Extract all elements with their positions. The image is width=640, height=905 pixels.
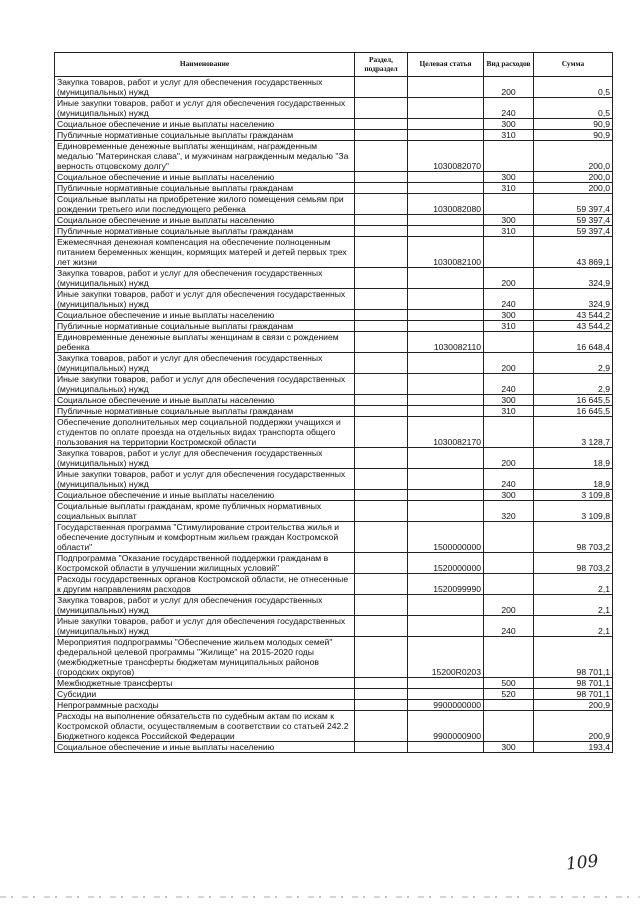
table-row	[55, 490, 613, 501]
document-page	[54, 52, 612, 753]
cell-sum: 43 544,2	[534, 310, 613, 321]
cell-section	[355, 321, 408, 332]
cell-expense-type: 200	[484, 353, 534, 374]
cell-sum: 98 701,1	[534, 637, 613, 678]
cell-section	[355, 689, 408, 700]
cell-sum: 98 703,2	[534, 553, 613, 574]
cell-target-code	[408, 119, 484, 130]
cell-section	[355, 310, 408, 321]
cell-target-code: 1520099990	[408, 574, 484, 595]
table-row	[55, 501, 613, 522]
cell-target-code	[408, 742, 484, 753]
cell-expense-type: 310	[484, 226, 534, 237]
cell-expense-type: 300	[484, 490, 534, 501]
cell-section	[355, 711, 408, 742]
cell-name: Социальные выплаты на приобретение жилого помещения семьям при рождении третьего или последующего ребенка	[55, 194, 355, 215]
cell-name: Мероприятия подпрограммы "Обеспечение жильем молодых семей" федеральной целевой программы "Жилище" на 2015-2020 годы (межбюджетные трансферты бюджетам муниципальных районов (городских округов)	[55, 637, 355, 678]
cell-target-code	[408, 406, 484, 417]
table-row	[55, 406, 613, 417]
cell-sum: 59 397,4	[534, 215, 613, 226]
table-row	[55, 678, 613, 689]
cell-section	[355, 268, 408, 289]
cell-sum: 18,9	[534, 469, 613, 490]
cell-target-code	[408, 321, 484, 332]
table-row	[55, 226, 613, 237]
cell-expense-type: 310	[484, 406, 534, 417]
cell-sum: 2,1	[534, 574, 613, 595]
cell-name: Иные закупки товаров, работ и услуг для обеспечения государственных (муниципальных) нужд	[55, 469, 355, 490]
cell-sum: 98 701,1	[534, 689, 613, 700]
cell-expense-type: 300	[484, 119, 534, 130]
cell-sum: 43 869,1	[534, 237, 613, 268]
table-row	[55, 395, 613, 406]
scan-artifact-line	[0, 896, 640, 898]
cell-sum: 324,9	[534, 268, 613, 289]
table-row	[55, 469, 613, 490]
cell-section	[355, 501, 408, 522]
cell-sum: 16 648,4	[534, 332, 613, 353]
table-row	[55, 595, 613, 616]
cell-expense-type: 200	[484, 448, 534, 469]
cell-sum: 98 703,2	[534, 522, 613, 553]
cell-section	[355, 490, 408, 501]
cell-expense-type: 240	[484, 616, 534, 637]
table-row	[55, 742, 613, 753]
cell-sum: 200,9	[534, 700, 613, 711]
cell-name: Социальное обеспечение и иные выплаты населению	[55, 119, 355, 130]
cell-expense-type: 310	[484, 183, 534, 194]
cell-expense-type: 240	[484, 374, 534, 395]
cell-section	[355, 374, 408, 395]
table-row	[55, 689, 613, 700]
header-exp-type: Вид расходов	[484, 53, 534, 77]
cell-name: Государственная программа "Стимулирование строительства жилья и обеспечение доступным и комфортным жильем граждан Костромской области"	[55, 522, 355, 553]
cell-sum: 0,5	[534, 77, 613, 98]
cell-sum: 324,9	[534, 289, 613, 310]
table-row	[55, 77, 613, 98]
cell-name: Социальное обеспечение и иные выплаты населению	[55, 310, 355, 321]
cell-section	[355, 700, 408, 711]
cell-sum: 90,9	[534, 130, 613, 141]
table-row	[55, 574, 613, 595]
cell-sum: 98 701,1	[534, 678, 613, 689]
cell-target-code	[408, 469, 484, 490]
cell-sum: 59 397,4	[534, 226, 613, 237]
cell-sum: 3 109,8	[534, 490, 613, 501]
cell-target-code	[408, 215, 484, 226]
table-row	[55, 374, 613, 395]
cell-name: Ежемесячная денежная компенсация на обеспечение полноценным питанием беременных женщин, кормящих матерей и детей первых трех лет жизни	[55, 237, 355, 268]
cell-name: Закупка товаров, работ и услуг для обеспечения государственных (муниципальных) нужд	[55, 77, 355, 98]
cell-name: Публичные нормативные социальные выплаты гражданам	[55, 226, 355, 237]
cell-target-code	[408, 98, 484, 119]
cell-name: Публичные нормативные социальные выплаты гражданам	[55, 183, 355, 194]
cell-expense-type: 520	[484, 689, 534, 700]
cell-expense-type	[484, 332, 534, 353]
table-row	[55, 310, 613, 321]
cell-sum: 59 397,4	[534, 194, 613, 215]
cell-target-code: 1030082070	[408, 141, 484, 172]
cell-section	[355, 332, 408, 353]
table-row	[55, 637, 613, 678]
table-header-row	[55, 53, 613, 77]
cell-section	[355, 616, 408, 637]
budget-table	[54, 52, 613, 753]
cell-section	[355, 637, 408, 678]
cell-expense-type: 300	[484, 172, 534, 183]
table-row	[55, 183, 613, 194]
cell-name: Подпрограмма "Оказание государственной поддержки гражданам в Костромской области в улучшении жилищных условий"	[55, 553, 355, 574]
cell-expense-type: 500	[484, 678, 534, 689]
cell-expense-type: 240	[484, 98, 534, 119]
header-target: Целевая статья	[408, 53, 484, 77]
table-row	[55, 353, 613, 374]
page-number: 109	[565, 851, 600, 875]
cell-name: Субсидии	[55, 689, 355, 700]
cell-expense-type: 200	[484, 595, 534, 616]
header-sum: Сумма	[534, 53, 613, 77]
cell-name: Единовременные денежные выплаты женщинам в связи с рождением ребенка	[55, 332, 355, 353]
cell-section	[355, 406, 408, 417]
cell-sum: 193,4	[534, 742, 613, 753]
cell-sum: 200,9	[534, 711, 613, 742]
cell-sum: 90,9	[534, 119, 613, 130]
cell-target-code	[408, 226, 484, 237]
cell-sum: 16 645,5	[534, 395, 613, 406]
cell-sum: 3 128,7	[534, 417, 613, 448]
cell-name: Расходы государственных органов Костромской области, не отнесенные к другим направлениям расходов	[55, 574, 355, 595]
cell-name: Межбюджетные трансферты	[55, 678, 355, 689]
table-row	[55, 141, 613, 172]
header-section: Раздел, подраздел	[355, 53, 408, 77]
table-row	[55, 194, 613, 215]
table-row	[55, 332, 613, 353]
cell-expense-type	[484, 711, 534, 742]
cell-section	[355, 574, 408, 595]
cell-section	[355, 553, 408, 574]
cell-expense-type: 320	[484, 501, 534, 522]
cell-section	[355, 172, 408, 183]
table-row	[55, 417, 613, 448]
cell-sum: 43 544,2	[534, 321, 613, 332]
cell-target-code	[408, 689, 484, 700]
cell-section	[355, 595, 408, 616]
cell-target-code: 15200R0203	[408, 637, 484, 678]
table-body	[55, 77, 613, 753]
cell-section	[355, 448, 408, 469]
table-row	[55, 289, 613, 310]
cell-name: Закупка товаров, работ и услуг для обеспечения государственных (муниципальных) нужд	[55, 353, 355, 374]
cell-target-code	[408, 374, 484, 395]
cell-sum: 2,1	[534, 616, 613, 637]
cell-section	[355, 417, 408, 448]
cell-name: Публичные нормативные социальные выплаты гражданам	[55, 321, 355, 332]
table-row	[55, 172, 613, 183]
cell-section	[355, 678, 408, 689]
table-row	[55, 268, 613, 289]
cell-sum: 2,9	[534, 374, 613, 395]
table-row	[55, 700, 613, 711]
table-row	[55, 215, 613, 226]
cell-section	[355, 215, 408, 226]
table-row	[55, 321, 613, 332]
cell-section	[355, 98, 408, 119]
cell-expense-type: 300	[484, 395, 534, 406]
cell-target-code	[408, 183, 484, 194]
cell-section	[355, 194, 408, 215]
cell-section	[355, 183, 408, 194]
cell-name: Социальное обеспечение и иные выплаты населению	[55, 395, 355, 406]
cell-expense-type: 300	[484, 310, 534, 321]
cell-sum: 3 109,8	[534, 501, 613, 522]
table-row	[55, 522, 613, 553]
cell-section	[355, 742, 408, 753]
cell-expense-type	[484, 417, 534, 448]
cell-name: Закупка товаров, работ и услуг для обеспечения государственных (муниципальных) нужд	[55, 595, 355, 616]
cell-name: Публичные нормативные социальные выплаты гражданам	[55, 130, 355, 141]
cell-name: Иные закупки товаров, работ и услуг для обеспечения государственных (муниципальных) нужд	[55, 98, 355, 119]
cell-section	[355, 237, 408, 268]
cell-target-code: 1500000000	[408, 522, 484, 553]
cell-name: Закупка товаров, работ и услуг для обеспечения государственных (муниципальных) нужд	[55, 268, 355, 289]
cell-sum: 2,1	[534, 595, 613, 616]
cell-sum: 18,9	[534, 448, 613, 469]
cell-name: Социальное обеспечение и иные выплаты населению	[55, 215, 355, 226]
cell-target-code	[408, 268, 484, 289]
cell-name: Социальные выплаты гражданам, кроме публичных нормативных социальных выплат	[55, 501, 355, 522]
cell-expense-type: 240	[484, 469, 534, 490]
table-row	[55, 130, 613, 141]
cell-target-code	[408, 310, 484, 321]
cell-target-code: 1030082080	[408, 194, 484, 215]
cell-name: Социальное обеспечение и иные выплаты населению	[55, 172, 355, 183]
cell-expense-type	[484, 237, 534, 268]
table-row	[55, 448, 613, 469]
cell-section	[355, 353, 408, 374]
cell-target-code: 9900000000	[408, 700, 484, 711]
cell-expense-type	[484, 141, 534, 172]
cell-name: Иные закупки товаров, работ и услуг для обеспечения государственных (муниципальных) нужд	[55, 374, 355, 395]
cell-expense-type	[484, 194, 534, 215]
cell-target-code: 1520000000	[408, 553, 484, 574]
cell-target-code	[408, 395, 484, 406]
cell-name: Расходы на выполнение обязательств по судебным актам по искам к Костромской области, осуществляемым в соответствии со статьей 242.2 Бюджетного кодекса Российской Федерации	[55, 711, 355, 742]
cell-section	[355, 141, 408, 172]
table-row	[55, 119, 613, 130]
cell-name: Закупка товаров, работ и услуг для обеспечения государственных (муниципальных) нужд	[55, 448, 355, 469]
cell-section	[355, 395, 408, 406]
cell-target-code	[408, 448, 484, 469]
cell-name: Социальное обеспечение и иные выплаты населению	[55, 742, 355, 753]
cell-name: Иные закупки товаров, работ и услуг для обеспечения государственных (муниципальных) нужд	[55, 616, 355, 637]
cell-sum: 2,9	[534, 353, 613, 374]
cell-expense-type: 200	[484, 77, 534, 98]
cell-expense-type: 200	[484, 268, 534, 289]
table-row	[55, 98, 613, 119]
cell-sum: 0,5	[534, 98, 613, 119]
table-row	[55, 237, 613, 268]
cell-section	[355, 469, 408, 490]
cell-sum: 200,0	[534, 141, 613, 172]
cell-target-code	[408, 172, 484, 183]
cell-name: Социальное обеспечение и иные выплаты населению	[55, 490, 355, 501]
cell-section	[355, 522, 408, 553]
cell-expense-type	[484, 637, 534, 678]
cell-name: Публичные нормативные социальные выплаты гражданам	[55, 406, 355, 417]
cell-target-code: 1030082110	[408, 332, 484, 353]
cell-expense-type: 300	[484, 742, 534, 753]
cell-target-code	[408, 77, 484, 98]
cell-expense-type: 240	[484, 289, 534, 310]
cell-name: Иные закупки товаров, работ и услуг для обеспечения государственных (муниципальных) нужд	[55, 289, 355, 310]
cell-expense-type: 310	[484, 130, 534, 141]
header-name: Наименование	[55, 53, 355, 77]
cell-name: Непрограммные расходы	[55, 700, 355, 711]
cell-target-code	[408, 678, 484, 689]
table-row	[55, 553, 613, 574]
cell-expense-type	[484, 553, 534, 574]
cell-sum: 16 645,5	[534, 406, 613, 417]
cell-target-code	[408, 289, 484, 310]
cell-name: Обеспечение дополнительных мер социальной поддержки учащихся и студентов по оплате проезда на отдельных видах транспорта общего пользования на территории Костромской области	[55, 417, 355, 448]
table-row	[55, 711, 613, 742]
cell-expense-type: 300	[484, 215, 534, 226]
cell-target-code: 9900000900	[408, 711, 484, 742]
cell-target-code	[408, 616, 484, 637]
cell-expense-type	[484, 522, 534, 553]
cell-target-code	[408, 490, 484, 501]
cell-sum: 200,0	[534, 172, 613, 183]
cell-section	[355, 77, 408, 98]
cell-target-code	[408, 130, 484, 141]
cell-expense-type	[484, 574, 534, 595]
cell-target-code	[408, 501, 484, 522]
table-row	[55, 616, 613, 637]
cell-target-code	[408, 353, 484, 374]
cell-target-code: 1030082170	[408, 417, 484, 448]
cell-section	[355, 226, 408, 237]
cell-section	[355, 130, 408, 141]
cell-expense-type: 310	[484, 321, 534, 332]
cell-expense-type	[484, 700, 534, 711]
cell-section	[355, 119, 408, 130]
cell-section	[355, 289, 408, 310]
cell-sum: 200,0	[534, 183, 613, 194]
cell-target-code	[408, 595, 484, 616]
cell-target-code: 1030082100	[408, 237, 484, 268]
cell-name: Единовременные денежные выплаты женщинам, награжденным медалью "Материнская слава", и мужчинам награжденным медалью "За верность отцовскому долгу"	[55, 141, 355, 172]
